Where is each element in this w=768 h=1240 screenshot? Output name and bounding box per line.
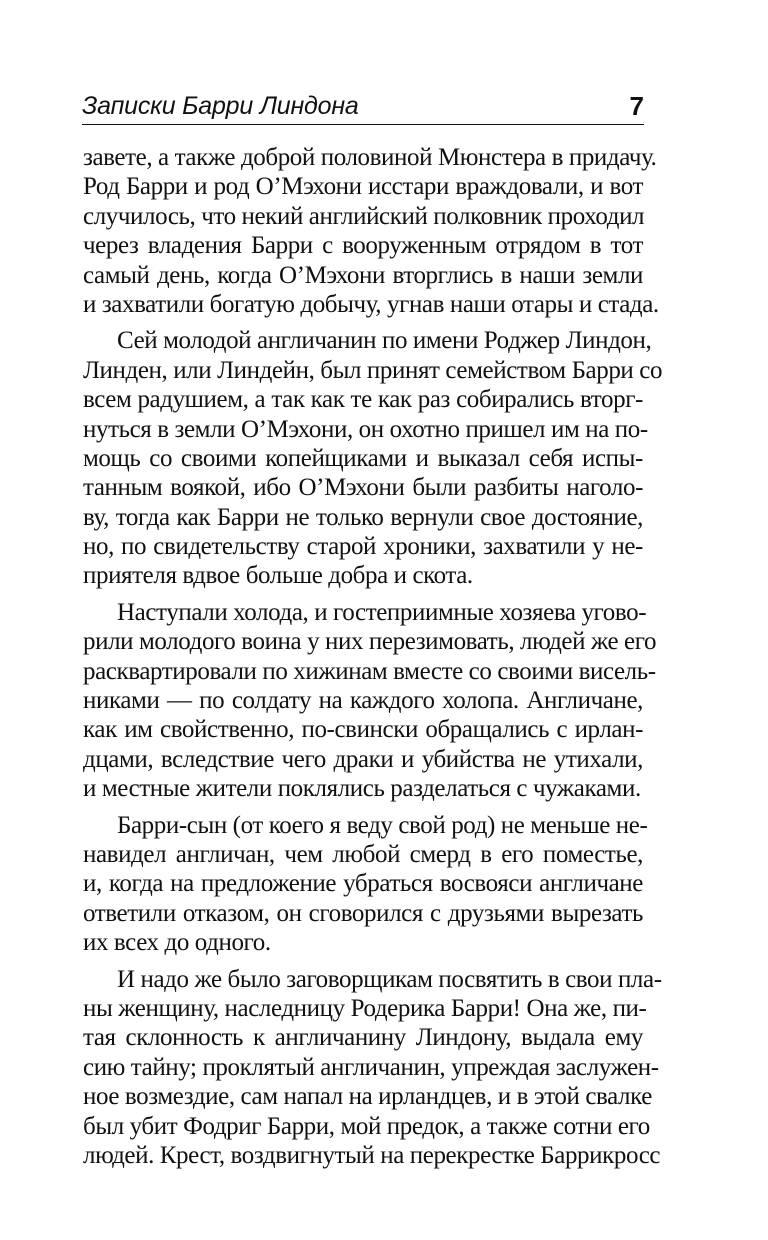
paragraph	[83, 143, 659, 319]
text-line: рили молодого воина у них перезимовать, людей же его	[83, 628, 657, 656]
text-line: людей. Крест, воздвигнутый на перекрестке Баррикросс	[83, 1141, 661, 1169]
text-line: мощь со своими копейщиками и выказал себя испы-	[83, 444, 643, 472]
running-title: Записки Барри Линдона	[82, 92, 359, 120]
text-line: ответили отказом, он сговорился с друзьями вырезать	[83, 899, 643, 927]
text-line: тая склонность к англичанину Линдону, выдала ему	[83, 1024, 643, 1052]
text-line: их всех до одного.	[83, 929, 271, 957]
text-line: завете, а также доброй половиной Мюнстера в придачу.	[83, 144, 657, 171]
text-line: ны женщину, наследницу Родерика Барри! Она же, пи-	[83, 994, 647, 1022]
text-line: ву, тогда как Барри не только вернули свое достояние,	[83, 503, 643, 531]
text-line: самый день, когда О’Мэхони вторглись в наши земли	[83, 261, 643, 289]
text-line: Линден, или Линдейн, был принят семейством Барри со	[83, 356, 663, 384]
paragraph	[83, 326, 663, 591]
text-line: и местные жители поклялись разделаться с чужаками.	[83, 775, 641, 803]
paragraph	[83, 598, 657, 804]
text-line: Род Барри и род О’Мэхони исстари враждовали, и вот	[83, 173, 643, 201]
text-line: ное возмездие, сам напал на ирландцев, и в этой свалке	[83, 1083, 652, 1111]
text-line: и, когда на предложение убраться восвояси англичане	[83, 870, 643, 898]
text-line: расквартировали по хижинам вместе со своими висель-	[83, 657, 656, 685]
text-line: был убит Фодриг Барри, мой предок, а также сотни его	[83, 1112, 650, 1140]
text-line: дцами, вследствие чего драки и убийства не утихали,	[83, 745, 643, 773]
text-line: случилось, что некий английский полковник проходил	[83, 202, 645, 230]
text-line: навидел англичан, чем любой смерд в его поместье,	[83, 840, 643, 868]
running-head	[82, 88, 644, 124]
header-rule	[82, 124, 644, 125]
text-line: Барри-сын (от коего я веду свой род) не меньше не-	[117, 811, 648, 839]
text-line: через владения Барри с вооруженным отрядом в тот	[83, 232, 643, 260]
text-line: всем радушием, а так как те как раз собирались вторг-	[83, 386, 643, 414]
text-line: нуться в земли О’Мэхони, он охотно пришел им на по-	[83, 415, 648, 443]
page-number: 7	[629, 91, 644, 121]
body-text	[83, 143, 663, 1177]
text-line: танным воякой, ибо О’Мэхони были разбиты наголо-	[83, 474, 643, 502]
text-line: Наступали холода, и гостеприимные хозяева угово-	[117, 598, 647, 626]
text-line: Сей молодой англичанин по имени Роджер Линдон,	[117, 327, 652, 355]
text-line: никами — по солдату на каждого холопа. Англичане,	[83, 687, 643, 715]
text-line: приятеля вдвое больше добра и скота.	[83, 562, 473, 590]
paragraph	[83, 965, 662, 1171]
text-line: но, по свидетельству старой хроники, захватили у не-	[83, 533, 643, 561]
text-line: и захватили богатую добычу, угнав наши отары и стада.	[83, 290, 659, 318]
text-line: И надо же было заговорщикам посвятить в свои пла-	[117, 965, 662, 993]
text-line: сию тайну; проклятый англичанин, упреждая заслужен-	[83, 1053, 659, 1081]
paragraph	[83, 811, 648, 958]
text-line: как им свойственно, по-свински обращались с ирлан-	[83, 716, 643, 744]
